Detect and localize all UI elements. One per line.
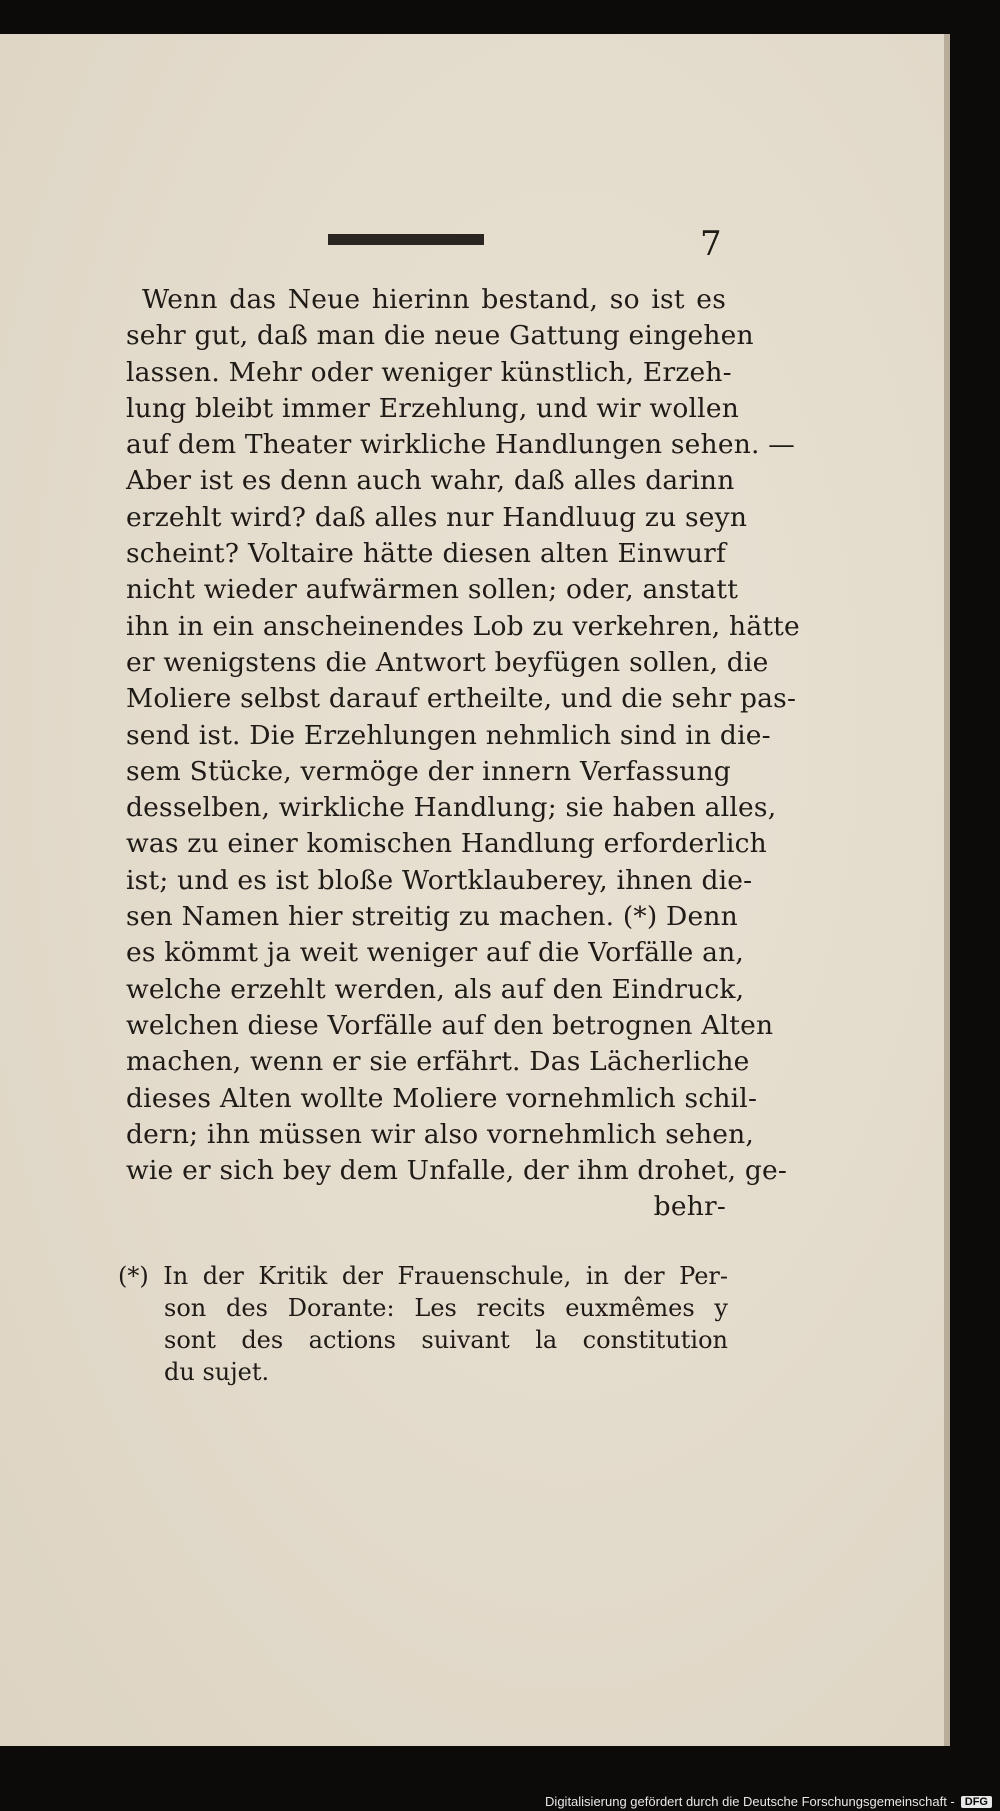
text-line: dern; ihn müssen wir also vornehmlich sehen, xyxy=(126,1118,754,1150)
text-line: ist; und es ist bloße Wortklauberey, ihnen die- xyxy=(126,864,753,896)
text-line: lung bleibt immer Erzehlung, und wir wollen xyxy=(126,392,739,424)
text-line: sem Stücke, vermöge der innern Verfassung xyxy=(126,755,731,787)
text-line: sehr gut, daß man die neue Gattung eingehen xyxy=(126,320,754,352)
text-line: nicht wieder aufwärmen sollen; oder, anstatt xyxy=(126,574,739,606)
dfg-logo-icon: DFG xyxy=(961,1796,992,1808)
text-line: erzehlt wird? daß alles nur Handluug zu seyn xyxy=(126,501,748,533)
text-line: desselben, wirkliche Handlung; sie haben alles, xyxy=(126,792,777,824)
text-line: welchen diese Vorfälle auf den betrognen Alten xyxy=(126,1009,774,1041)
footnote xyxy=(118,1260,728,1388)
text-line: scheint? Voltaire hätte diesen alten Einwurf xyxy=(126,538,726,570)
text-line: Moliere selbst darauf ertheilte, und die sehr pas- xyxy=(126,683,797,715)
catchword: behr- xyxy=(653,1191,726,1223)
footnote-line: (*) In der Kritik der Frauenschule, in der Per- xyxy=(118,1262,728,1290)
text-line: send ist. Die Erzehlungen nehmlich sind in die- xyxy=(126,719,771,751)
text-line: Wenn das Neue hierinn bestand, so ist es xyxy=(142,284,726,315)
credit-text: Digitalisierung gefördert durch die Deutsche Forschungsgemeinschaft - xyxy=(545,1794,955,1809)
footnote-line: sont des actions suivant la constitution xyxy=(164,1326,728,1354)
text-line: Aber ist es denn auch wahr, daß alles darinn xyxy=(126,465,735,497)
text-line: ihn in ein anscheinendes Lob zu verkehren, hätte xyxy=(126,610,800,642)
book-page xyxy=(0,34,950,1746)
header-ornament-rule xyxy=(328,234,484,245)
page-number: 7 xyxy=(700,224,722,264)
footnote-line: son des Dorante: Les recits euxmêmes y xyxy=(164,1294,728,1322)
text-line: machen, wenn er sie erfährt. Das Lächerliche xyxy=(126,1046,750,1078)
text-line: lassen. Mehr oder weniger künstlich, Erzeh- xyxy=(126,356,732,388)
page-header xyxy=(0,174,944,264)
body-text xyxy=(126,282,800,1226)
digitization-credit xyxy=(545,1794,992,1809)
text-line: es kömmt ja weit weniger auf die Vorfälle an, xyxy=(126,937,744,969)
text-line: er wenigstens die Antwort beyfügen sollen, die xyxy=(126,646,769,678)
text-line: auf dem Theater wirkliche Handlungen sehen. — xyxy=(126,429,795,461)
footnote-line: du sujet. xyxy=(164,1358,270,1386)
text-line: was zu einer komischen Handlung erforderlich xyxy=(126,828,767,860)
text-line: sen Namen hier streitig zu machen. (*) Denn xyxy=(126,901,738,933)
text-line: wie er sich bey dem Unfalle, der ihm drohet, ge- xyxy=(126,1155,788,1187)
text-line: welche erzehlt werden, als auf den Eindruck, xyxy=(126,973,745,1005)
text-line: dieses Alten wollte Moliere vornehmlich schil- xyxy=(126,1082,758,1114)
